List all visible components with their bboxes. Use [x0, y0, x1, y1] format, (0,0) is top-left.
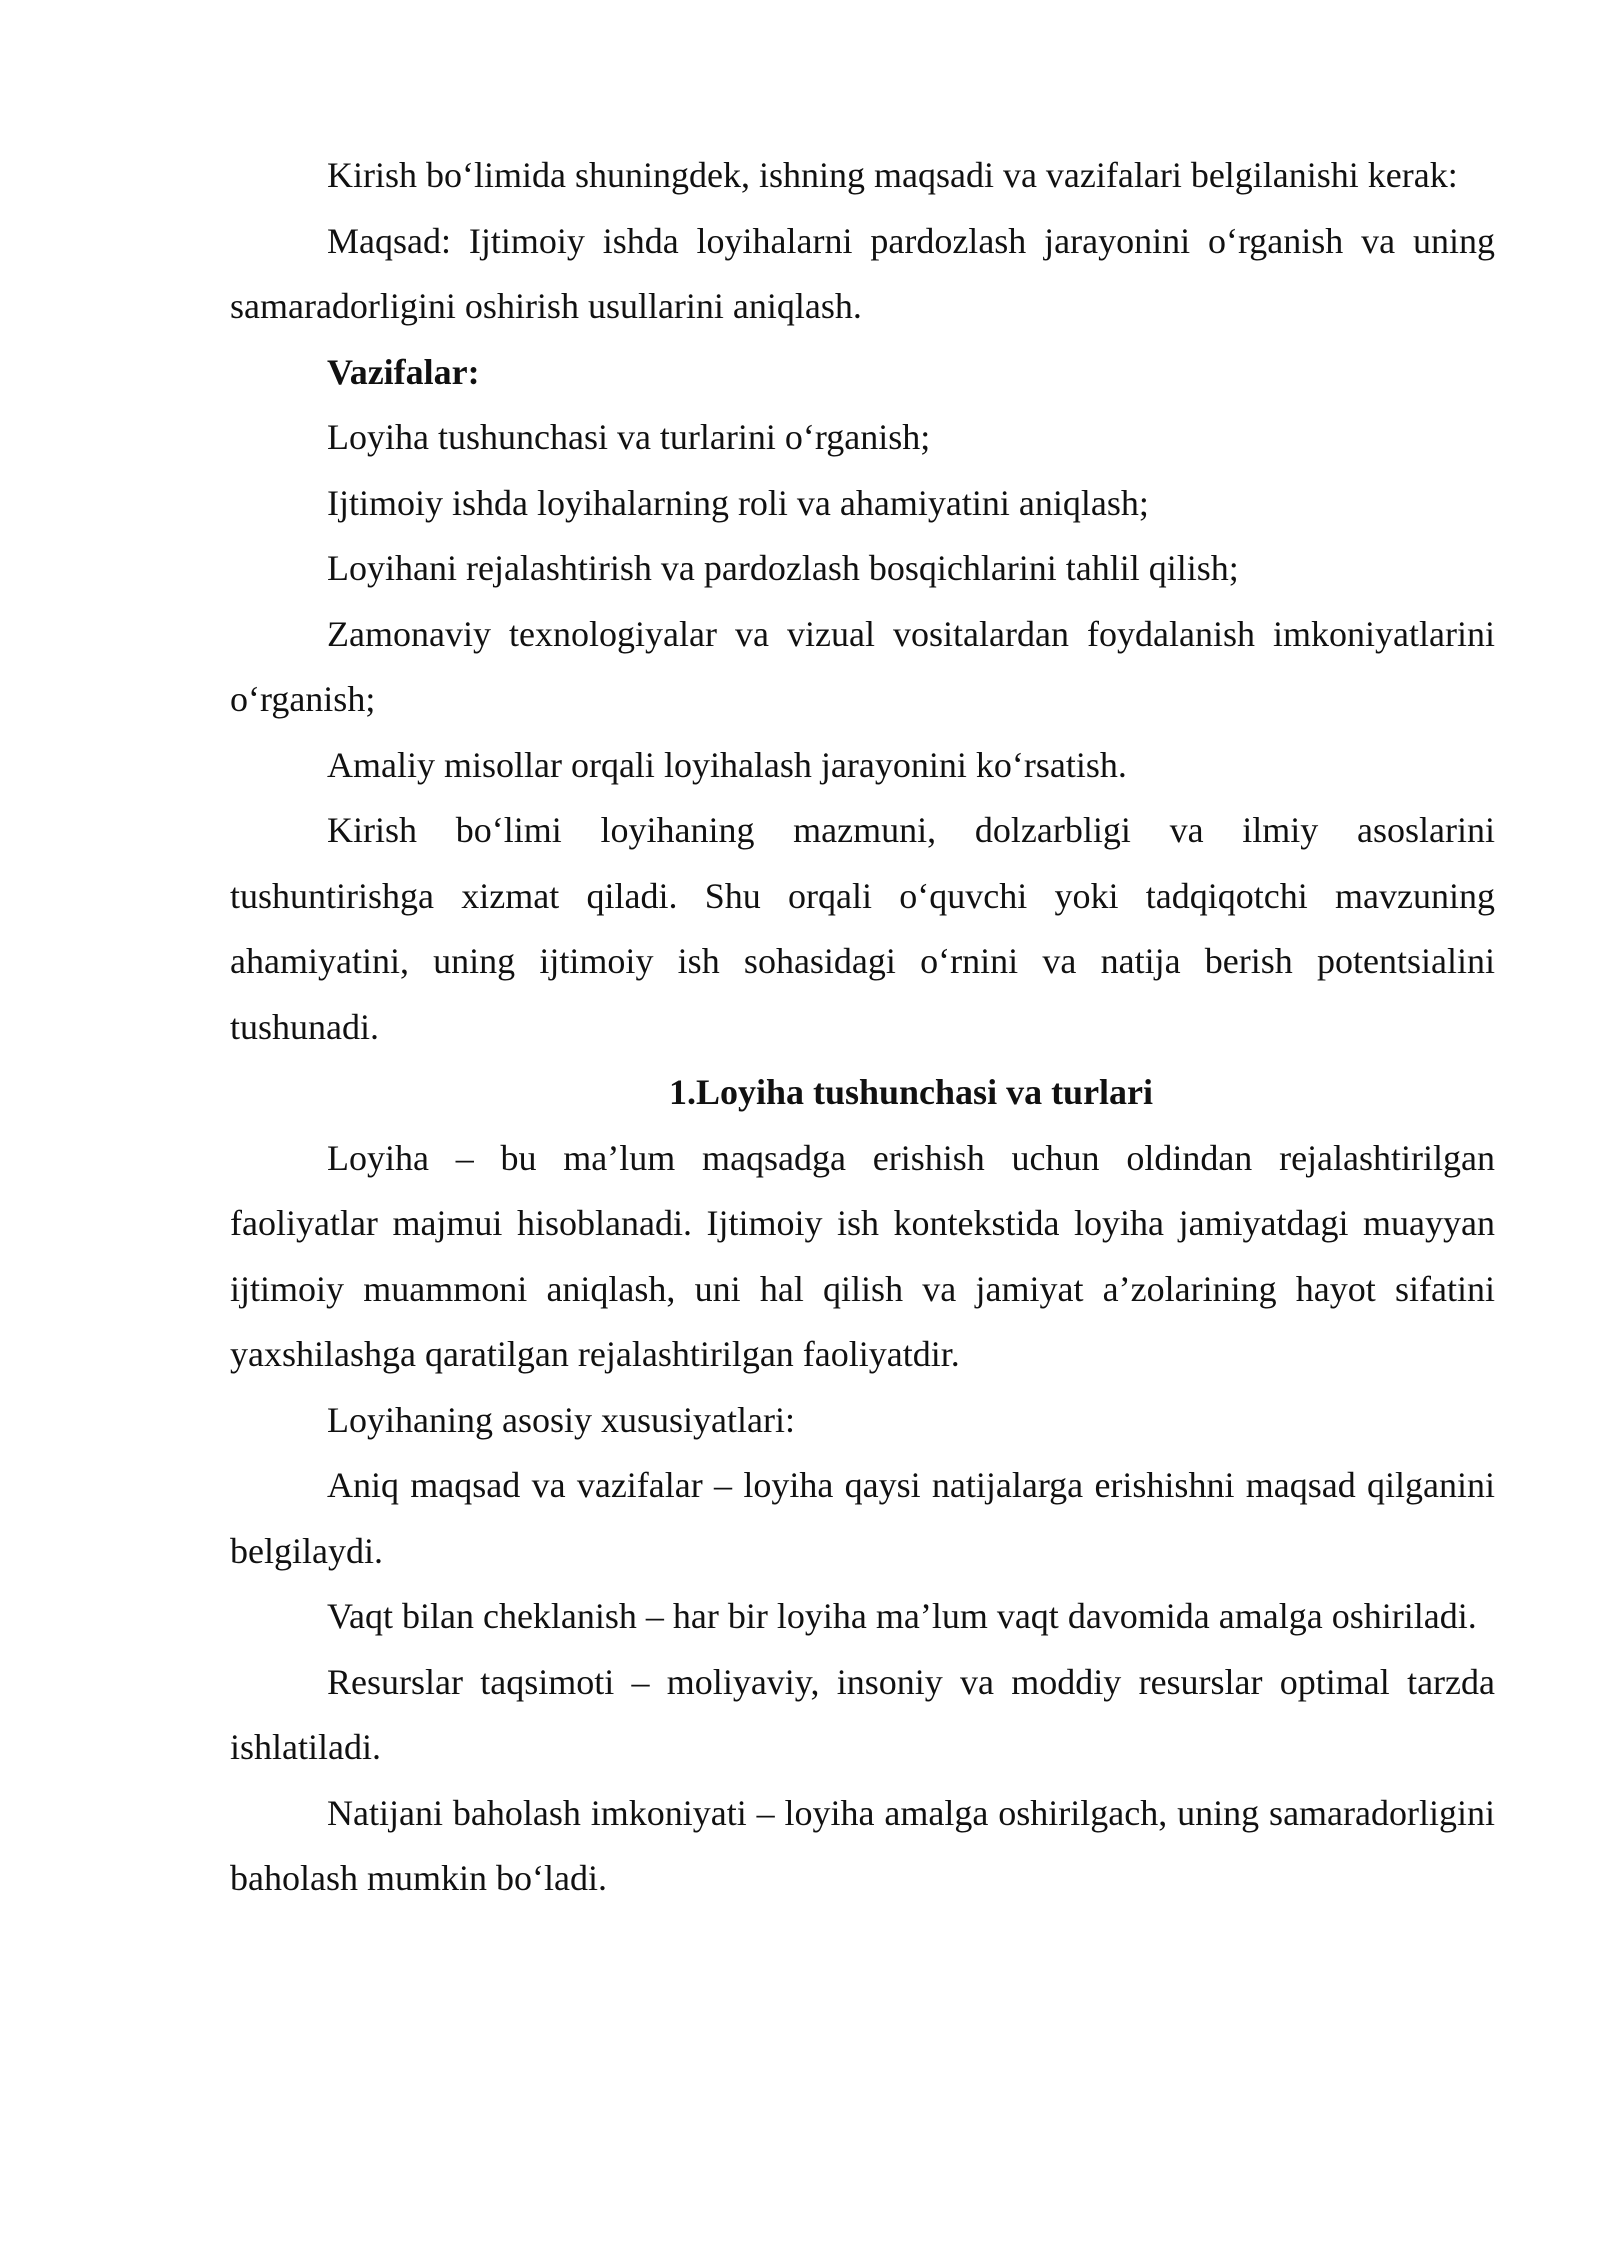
feature-item: Vaqt bilan cheklanish – har bir loyiha ma’lum vaqt davomida amalga oshiriladi. [327, 1596, 1477, 1636]
section-title: 1.Loyiha tushunchasi va turlari [668, 1072, 1154, 1112]
paragraph-purpose: Maqsad: Ijtimoiy ishda loyihalarni pardozlash jarayonini o‘rganish va uning samaradorligini oshirish usullarini aniqlash. [230, 220, 1495, 326]
paragraph-intro-summary: Kirish bo‘limi loyihaning mazmuni, dolzarbligi va ilmiy asoslarini tushuntirishga xizmat qiladi. Shu orqali o‘quvchi yoki tadqiqotchi mavzuning ahamiyatini, uning ijtimoiy ish sohasidagi o‘rnini va natija berish potentsialini tushunadi. [230, 810, 1495, 1047]
task-item: Ijtimoiy ishda loyihalarning roli va ahamiyatini aniqlash; [327, 482, 1149, 523]
feature-item: Natijani baholash imkoniyati – loyiha amalga oshirilgach, uning samaradorligini baholash mumkin bo‘ladi. [230, 1792, 1495, 1898]
document-body [230, 143, 1495, 1912]
feature-item: Resurslar taqsimoti – moliyaviy, insoniy va moddiy resurslar optimal tarzda ishlatiladi. [230, 1661, 1495, 1767]
task-item: Loyihani rejalashtirish va pardozlash bosqichlarini tahlil qilish; [327, 548, 1239, 588]
paragraph-intro-goals: Kirish bo‘limida shuningdek, ishning maqsadi va vazifalari belgilanishi kerak: [327, 155, 1458, 195]
task-item: Amaliy misollar orqali loyihalash jarayonini ko‘rsatish. [327, 744, 1127, 785]
task-item: Loyiha tushunchasi va turlarini o‘rganish; [327, 417, 931, 457]
feature-item: Aniq maqsad va vazifalar – loyiha qaysi natijalarga erishishni maqsad qilganini belgilaydi. [230, 1465, 1495, 1571]
tasks-heading: Vazifalar: [327, 351, 480, 392]
paragraph-features-heading: Loyihaning asosiy xususiyatlari: [327, 1399, 795, 1440]
paragraph-project-definition: Loyiha – bu ma’lum maqsadga erishish uchun oldindan rejalashtirilgan faoliyatlar majmui hisoblanadi. Ijtimoiy ish kontekstida loyiha jamiyatdagi muayyan ijtimoiy muammoni aniqlash, uni hal qilish va jamiyat a’zolarining hayot sifatini yaxshilashga qaratilgan rejalashtirilgan faoliyatdir. [230, 1137, 1495, 1374]
task-item: Zamonaviy texnologiyalar va vizual vositalardan foydalanish imkoniyatlarini o‘rganish; [230, 613, 1495, 719]
